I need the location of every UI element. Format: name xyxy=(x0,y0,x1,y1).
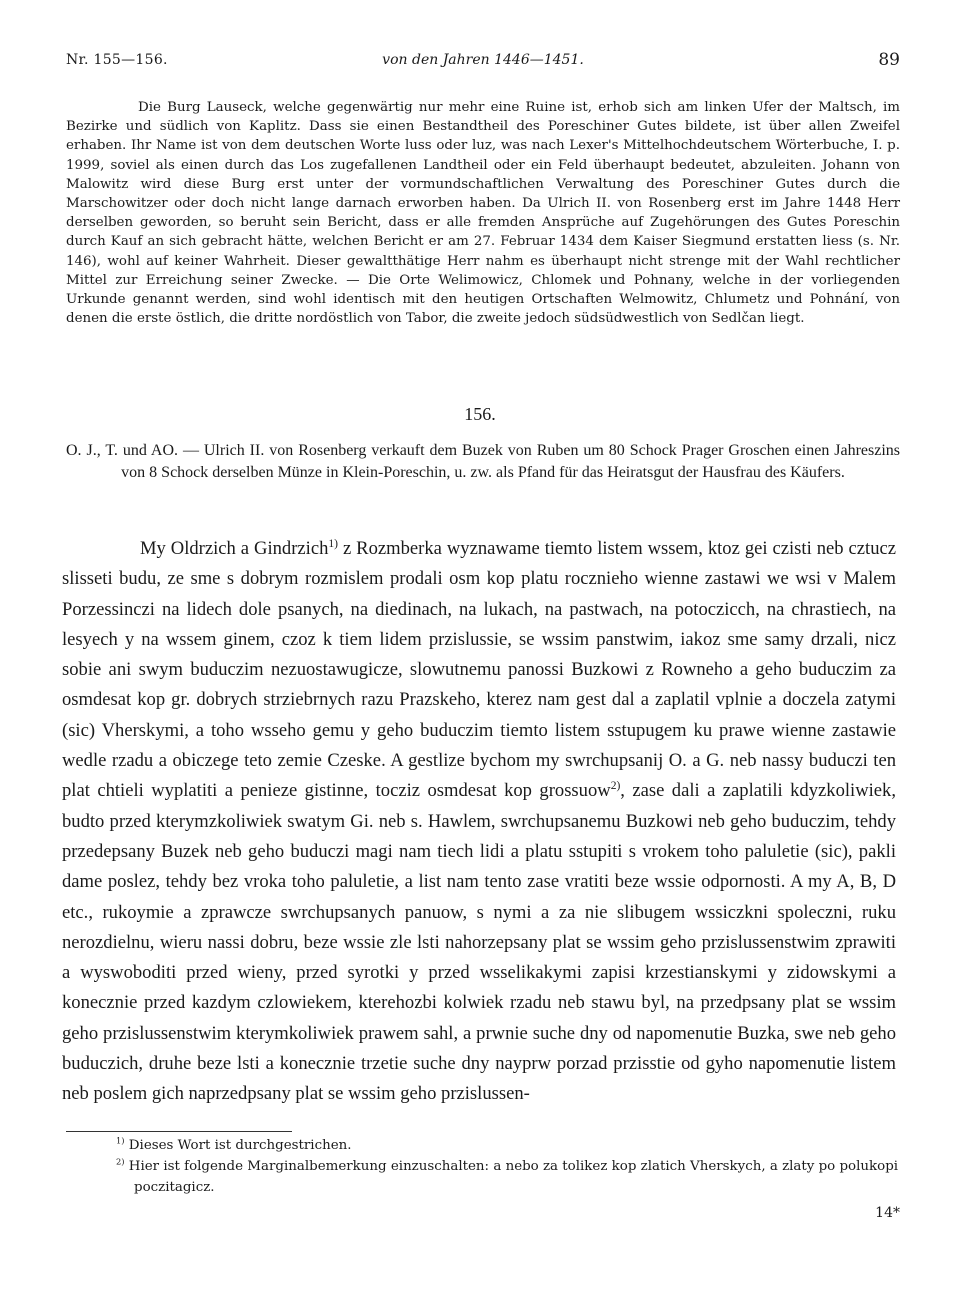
printer-signature: 14* xyxy=(875,1205,900,1221)
footnote-reference-2: 2) xyxy=(610,780,621,793)
charter-paragraph xyxy=(62,534,896,1110)
charter-text-part-3: , zase dali a zaplatili kdyzkoliwiek, budto przed kterymzkoliwiek swatym Gi. neb s. Hawlem, swrchupsanemu Buzkowi neb geho buduczim, tehdy przedepsany Buzek neb geho buduczi magi nam tiech lidi a platu sstupiti s vrokem toho paluletie (sic), pakli dame poslez, tehdy bez vroka toho paluletie, a list nam tento zase vratiti beze wssie odpornosti. A my A, B, D etc., rukoymie a zprawcze swrchupsanych panuow, s nymi a za nie slibugem wssiczkni spoleczni, ruku nerozdielnu, wieru nassi dobru, beze wssie zle lsti nahorzepsany plat se wssim geho przislussenstwim zprawiti a wyswoboditi przed wieny, przed syrotki y przed wsselikakymi zapisi krzestianskymi y zidowskymi a konecznie przed kazdym czlowiekem, kterehozbi kolwiek rzadu neb stawu byl, na przedpsany plat se wssim geho przislussenstwim kterymkoliwiek prawem sahl, a prwnie suche dny od napomenutie Buzka, swe neb geho buduczich, druhe beze lsti a konecznie trzetie suche dny nayprw porzad przisstie od gyho napomenutie listem neb poslem gich naprzedpsany plat se wssim geho przislussen- xyxy=(62,780,896,1105)
charter-text-part-2: z Rozmberka wyznawame tiemto listem wssem, ktoz gei czisti neb cztucz slisseti budu, ze sme s dobrym rozmislem prodali osm kop platu rocznieho wienne zastawi we wsi v Malem Porzessinczi na lidech dole psanych, na diedinach, na lukach, na pastwach, na potoczicch, na chrastiech, na lesyech y na wssem ginem, czoz k tiem lidem przislussie, se wssim panstwim, iakoz sme samy drzali, nicz sobie ani swym buduczim nezuostawugicze, slowutnemu panossi Buzkowi z Rowneho a geho buduczim za osmdesat kop gr. dobrych strziebrnych razu Prazskeho, kterez nam gest dal a zaplatil vplnie a doczela zatymi (sic) Vherskymi, a toho wsseho gemu y geho buduczim tiemto listem sstupugem ku prawe wienne zastawie wedle rzadu a obiczege teto zemie Czeske. A gestlize bychom my swrchupsanij O. a G. neb nassy buduczi ten plat chtieli wyplatiti a penieze gistinne, tocziz osmdesat kop grossuow xyxy=(62,538,896,802)
footnote-text: Dieses Wort ist durchgestrichen. xyxy=(128,1138,352,1153)
regest-section xyxy=(66,440,900,484)
charter-text-part-1: My Oldrzich a Gindrzich xyxy=(140,538,329,559)
document-number: 156. xyxy=(464,404,496,424)
footnote-separator xyxy=(66,1131,292,1132)
commentary-section xyxy=(66,98,900,328)
footnotes xyxy=(116,1135,900,1198)
footnote-mark: 2) xyxy=(116,1156,125,1167)
header-document-range: Nr. 155—156. xyxy=(66,52,168,68)
footnote-reference-1: 1) xyxy=(328,537,338,550)
regest-summary: O. J., T. und AO. — Ulrich II. von Rosenberg verkauft dem Buzek von Ruben um 80 Schock Prager Groschen einen Jahreszins von 8 Schock derselben Münze in Klein-Poreschin, u. zw. als Pfand für das Heiratsgut der Hausfrau des Käufers. xyxy=(66,442,900,481)
footnote-1 xyxy=(116,1135,900,1156)
footnote-2 xyxy=(116,1156,900,1198)
running-header xyxy=(66,50,900,74)
commentary-paragraph: Die Burg Lauseck, welche gegenwärtig nur mehr eine Ruine ist, erhob sich am linken Ufer der Maltsch, im Bezirke und südlich von Kaplitz. Dass sie einen Bestandtheil des Poreschiner Gutes bildete, ist über allen Zweifel erhaben. Ihr Name ist von dem deutschen Worte luss oder luz, was nach Lexer's Mittelhochdeutschem Wörterbuche, I. p. 1999, soviel als einen durch das Los zugefallenen Landtheil oder ein Feld überhaupt bedeutet, abzuleiten. Johann von Malowitz wird diese Burg erst unter der vormundschaftlichen Verwaltung des Poreschiner Gutes durch die Marschowitzer oder doch nicht lange darnach erworben haben. Da Ulrich II. von Rosenberg erst im Jahre 1448 Herr derselben geworden, so beruht sein Bericht, dass er alle fremden Ansprüche auf Zugehörungen des Gutes Poreschin durch Kauf an sich gebracht hätte, welchen Bericht er am 27. Februar 1434 dem Kaiser Siegmund erstatten liess (s. Nr. 146), wohl auf keiner Wahrheit. Dieser gewaltthätige Herr nahm es überhaupt nicht strenge mit der Wahl rechtlicher Mittel zur Erreichung seiner Zwecke. — Die Orte Welimowicz, Chlomek und Pohnany, welche in der vorliegenden Urkunde genannt werden, sind wohl identisch mit den heutigen Ortschaften Welmowitz, Chlumetz und Pohnání, von denen die erste östlich, die dritte nordöstlich von Tabor, die zweite jedoch südsüdwestlich von Sedlčan liegt. xyxy=(66,100,900,327)
page-number: 89 xyxy=(878,50,900,70)
footnote-text: Hier ist folgende Marginalbemerkung einzuschalten: a nebo za tolikez kop zlatich Vherskych, a zlaty po polukopi poczitagicz. xyxy=(128,1159,899,1195)
footnote-mark: 1) xyxy=(116,1135,125,1146)
charter-text xyxy=(62,534,896,1110)
header-years: von den Jahren 1446—1451. xyxy=(382,52,584,68)
